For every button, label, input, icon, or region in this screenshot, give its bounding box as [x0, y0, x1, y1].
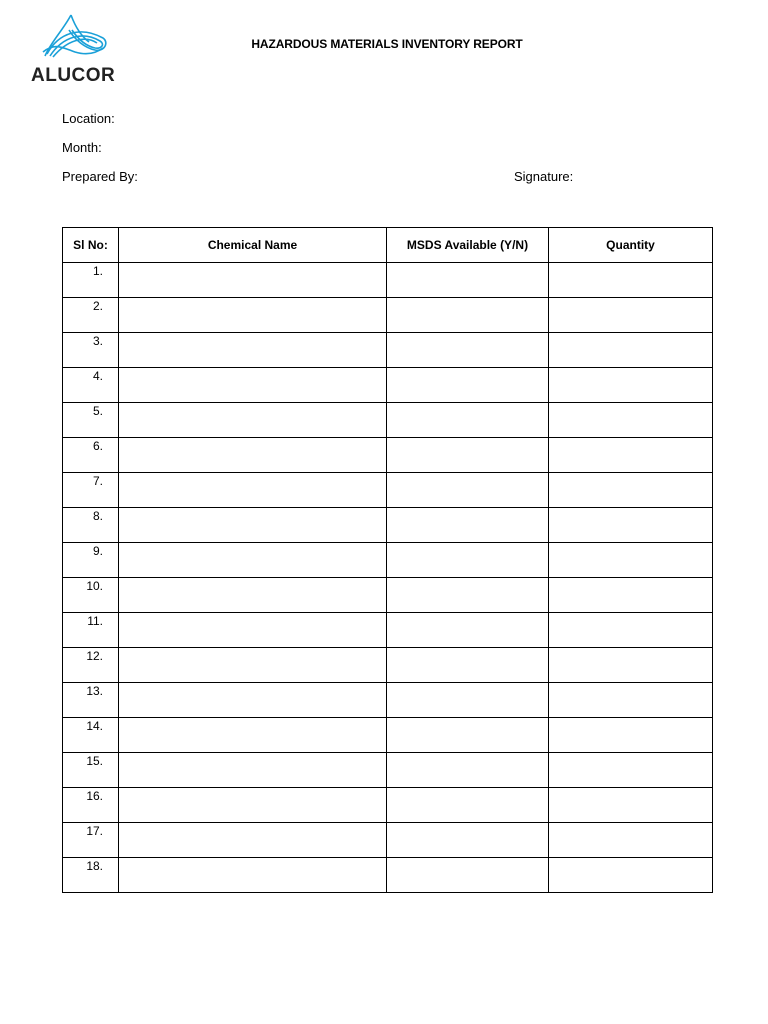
table-row: [63, 368, 713, 403]
header-chemical-name: Chemical Name: [119, 228, 387, 263]
chemical-name-cell[interactable]: [119, 753, 387, 788]
msds-available-cell[interactable]: [387, 578, 549, 613]
chemical-name-cell[interactable]: [119, 368, 387, 403]
location-label: Location:: [62, 111, 115, 126]
chemical-name-cell[interactable]: [119, 613, 387, 648]
table-header-row: [63, 228, 713, 263]
chemical-name-cell[interactable]: [119, 718, 387, 753]
header-msds-available: MSDS Available (Y/N): [387, 228, 549, 263]
msds-available-cell[interactable]: [387, 823, 549, 858]
row-number: 15.: [63, 753, 119, 788]
table-row: [63, 648, 713, 683]
header-sl-no: Sl No:: [63, 228, 119, 263]
table-row: [63, 438, 713, 473]
msds-available-cell[interactable]: [387, 403, 549, 438]
row-number: 14.: [63, 718, 119, 753]
quantity-cell[interactable]: [549, 823, 713, 858]
table-row: [63, 753, 713, 788]
row-number: 3.: [63, 333, 119, 368]
msds-available-cell[interactable]: [387, 788, 549, 823]
table-row: [63, 263, 713, 298]
msds-available-cell[interactable]: [387, 683, 549, 718]
msds-available-cell[interactable]: [387, 858, 549, 893]
chemical-name-cell[interactable]: [119, 578, 387, 613]
row-number: 7.: [63, 473, 119, 508]
table-row: [63, 578, 713, 613]
row-number: 1.: [63, 263, 119, 298]
chemical-name-cell[interactable]: [119, 473, 387, 508]
quantity-cell[interactable]: [549, 438, 713, 473]
chemical-name-cell[interactable]: [119, 858, 387, 893]
msds-available-cell[interactable]: [387, 648, 549, 683]
quantity-cell[interactable]: [549, 578, 713, 613]
chemical-name-cell[interactable]: [119, 403, 387, 438]
chemical-name-cell[interactable]: [119, 438, 387, 473]
quantity-cell[interactable]: [549, 368, 713, 403]
row-number: 10.: [63, 578, 119, 613]
quantity-cell[interactable]: [549, 613, 713, 648]
row-number: 12.: [63, 648, 119, 683]
msds-available-cell[interactable]: [387, 438, 549, 473]
msds-available-cell[interactable]: [387, 718, 549, 753]
row-number: 18.: [63, 858, 119, 893]
alucor-logo-icon: [41, 12, 111, 62]
month-label: Month:: [62, 140, 102, 155]
msds-available-cell[interactable]: [387, 368, 549, 403]
chemical-name-cell[interactable]: [119, 648, 387, 683]
row-number: 11.: [63, 613, 119, 648]
row-number: 8.: [63, 508, 119, 543]
msds-available-cell[interactable]: [387, 508, 549, 543]
row-number: 4.: [63, 368, 119, 403]
quantity-cell[interactable]: [549, 858, 713, 893]
logo-wordmark: ALUCOR: [31, 65, 116, 86]
inventory-table: [62, 227, 713, 893]
quantity-cell[interactable]: [549, 718, 713, 753]
row-number: 13.: [63, 683, 119, 718]
msds-available-cell[interactable]: [387, 613, 549, 648]
msds-available-cell[interactable]: [387, 298, 549, 333]
quantity-cell[interactable]: [549, 788, 713, 823]
table-row: [63, 823, 713, 858]
chemical-name-cell[interactable]: [119, 298, 387, 333]
table-row: [63, 683, 713, 718]
table-row: [63, 613, 713, 648]
header-quantity: Quantity: [549, 228, 713, 263]
table-row: [63, 333, 713, 368]
quantity-cell[interactable]: [549, 543, 713, 578]
quantity-cell[interactable]: [549, 298, 713, 333]
table-row: [63, 718, 713, 753]
row-number: 17.: [63, 823, 119, 858]
table-row: [63, 298, 713, 333]
msds-available-cell[interactable]: [387, 263, 549, 298]
row-number: 16.: [63, 788, 119, 823]
quantity-cell[interactable]: [549, 403, 713, 438]
prepared-by-label: Prepared By:: [62, 169, 138, 184]
quantity-cell[interactable]: [549, 473, 713, 508]
signature-label: Signature:: [514, 169, 574, 184]
table-row: [63, 508, 713, 543]
chemical-name-cell[interactable]: [119, 823, 387, 858]
chemical-name-cell[interactable]: [119, 788, 387, 823]
quantity-cell[interactable]: [549, 333, 713, 368]
table-row: [63, 543, 713, 578]
table-row: [63, 403, 713, 438]
row-number: 5.: [63, 403, 119, 438]
chemical-name-cell[interactable]: [119, 263, 387, 298]
row-number: 6.: [63, 438, 119, 473]
table-body: [63, 263, 713, 893]
chemical-name-cell[interactable]: [119, 508, 387, 543]
row-number: 9.: [63, 543, 119, 578]
report-title: HAZARDOUS MATERIALS INVENTORY REPORT: [251, 37, 523, 51]
quantity-cell[interactable]: [549, 683, 713, 718]
table-row: [63, 788, 713, 823]
quantity-cell[interactable]: [549, 263, 713, 298]
company-logo: [31, 12, 121, 88]
msds-available-cell[interactable]: [387, 543, 549, 578]
chemical-name-cell[interactable]: [119, 683, 387, 718]
quantity-cell[interactable]: [549, 753, 713, 788]
row-number: 2.: [63, 298, 119, 333]
msds-available-cell[interactable]: [387, 753, 549, 788]
quantity-cell[interactable]: [549, 648, 713, 683]
chemical-name-cell[interactable]: [119, 333, 387, 368]
msds-available-cell[interactable]: [387, 473, 549, 508]
chemical-name-cell[interactable]: [119, 543, 387, 578]
table-row: [63, 858, 713, 893]
table-row: [63, 473, 713, 508]
quantity-cell[interactable]: [549, 508, 713, 543]
msds-available-cell[interactable]: [387, 333, 549, 368]
